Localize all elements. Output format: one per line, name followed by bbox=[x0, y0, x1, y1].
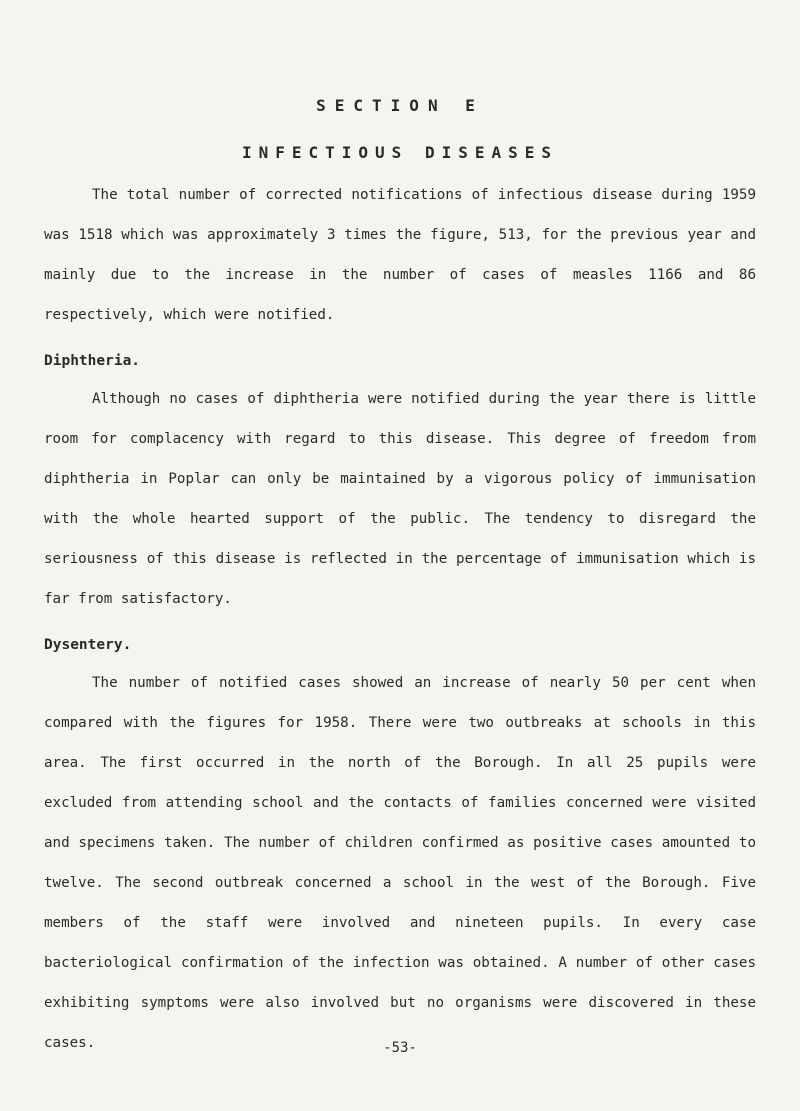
section-label: SECTION E bbox=[316, 96, 484, 115]
dysentery-paragraph: The number of notified cases showed an increase of nearly 50 per cent when compared with the figures for 1958. There were two outbreaks at schools in this area. The first occurred in the north of the Borough. In all 25 pupils were excluded from attending school and the contacts of families concerned were visited and specimens taken. The number of children confirmed as positive cases amounted to twelve. The second outbreak concerned a school in the west of the Borough. Five members of the staff were involved and nineteen pupils. In every case bacteriological confirmation of the infection was obtained. A number of other cases exhibiting symptoms were also involved but no organisms were discovered in these cases. bbox=[44, 675, 756, 1051]
diphtheria-heading: Diphtheria. bbox=[44, 353, 141, 369]
page-number: -53- bbox=[383, 1040, 417, 1056]
dysentery-heading: Dysentery. bbox=[44, 637, 132, 653]
section-title: INFECTIOUS DISEASES bbox=[241, 143, 559, 162]
diphtheria-paragraph: Although no cases of diphtheria were notified during the year there is little room for complacency with regard to this disease. This degree of freedom from diphtheria in Poplar can only be maintained by a vigorous policy of immunisation with the whole hearted support of the public. The tendency to disregard the seriousness of this disease is reflected in the percentage of immunisation which is far from satisfactory. bbox=[44, 391, 756, 607]
intro-paragraph: The total number of corrected notifications of infectious disease during 1959 was 1518 which was approximately 3 times the figure, 513, for the previous year and mainly due to the increase in the number of cases of measles 1166 and 86 respectively, which were notified. bbox=[44, 187, 756, 323]
